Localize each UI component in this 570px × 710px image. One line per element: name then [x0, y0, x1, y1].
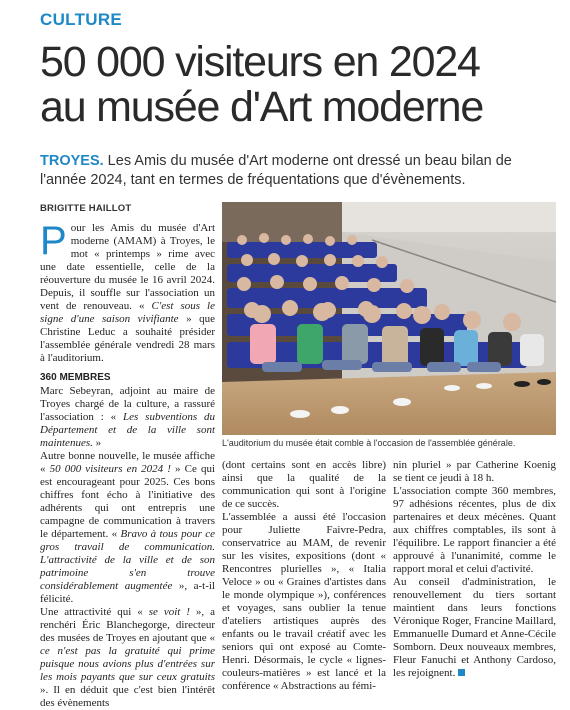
body-paragraph-4	[40, 606, 215, 710]
article-column-2	[222, 459, 386, 692]
auditorium-photo-illustration	[222, 202, 556, 435]
end-of-article-square-icon	[458, 669, 465, 676]
p3-text: Autre bonne nouvelle, le musée affiche «	[40, 450, 215, 475]
body-paragraph-1	[40, 219, 216, 365]
p4-text: Une attractivité qui «	[40, 606, 149, 618]
p3-quote: 50 000 visiteurs en 2024 !	[49, 463, 171, 475]
photo-caption: L'auditorium du musée était comble à l'occasion de l'assemblée générale.	[222, 438, 516, 448]
headline-line-1: 50 000 visiteurs en 2024	[40, 38, 480, 86]
col3-paragraph-3	[393, 576, 556, 680]
p4-end-2: ». Il en déduit que c'est bien l'intérêt des évènements	[40, 684, 215, 709]
lead-city: TROYES.	[40, 153, 104, 169]
col2-paragraph-2: L'assemblée a aussi été l'occasion pour Juliette Faivre-Pedra, conservatrice au MAM, de revenir sur les visites, expositions (dont « Rencontres plurielles », « Italia Veloce » ou « Graines d'artistes dans le monde olympique »), conférences et voyages, sans oublier la tenue d'ateliers artistiques auprès des enfants ou le travail créatif avec les seniors qui ont exposé au Comte-Henri. Désormais, le cycle « lignes-couleurs-matières » est lancé et la conférence « Abstractions au fémi-	[222, 511, 386, 692]
col3-paragraph-3-text: Au conseil d'administration, le renouvellement du tiers sortant maintient dans leurs fonctions Véronique Roger, Francine Maillard, Emmanuelle Dumard et Anne-Cécile Somborn. Deux nouveaux membres, Fleur Fanuchi et Anthony Cardoso, les rejoignent.	[393, 576, 556, 679]
auditorium-photo	[222, 202, 556, 435]
article-column-1	[40, 219, 216, 709]
byline: BRIGITTE HAILLOT	[40, 203, 132, 214]
col3-paragraph-1: nin pluriel » par Catherine Koenig se tient ce jeudi à 18 h.	[393, 459, 556, 484]
p3-end-2: », a-t-il félicité.	[40, 580, 215, 605]
article-column-3	[393, 459, 556, 684]
p4-quote: se voit !	[148, 606, 190, 618]
headline-line-2: au musée d'Art moderne	[40, 83, 484, 131]
col3-paragraph-2: L'association compte 360 membres, 97 adhésions récentes, plus de dix partenaires et deux mécènes. Quant aux chiffres comptables, ils sont à l'équilibre. Le rapport financier a été approuvé à l'unanimité, comme le rapport moral et celui d'activité.	[393, 485, 556, 575]
section-rubric: CULTURE	[40, 10, 123, 29]
p1-quote: C'est sous le signe d'une saison vivifiante	[40, 300, 215, 325]
body-paragraph-2	[40, 385, 215, 450]
p2-quote: Les subventions du Département et de la ville sont maintenues.	[40, 411, 215, 449]
p4-end: », a renchéri Éric Blanchegorge, directeur des musées de Troyes en ajoutant que «	[40, 606, 215, 644]
p1-text: our les Amis du musée d'Art moderne (AMAM) à Troyes, le mot « printemps » rime avec une date essentielle, celle de la réouverture du musée le 16 avril 2024. Depuis, il souffle sur l'association un vent de renouveau. «	[40, 222, 215, 312]
p3-quote-2: Bravo à tous pour ce gros travail de communication. L'attractivité de la ville et de son patrimoine s'en trouve considérablement augmentée	[40, 528, 215, 592]
lead-paragraph	[40, 152, 555, 190]
headline	[40, 40, 560, 130]
p4-quote-2: ce n'est pas la gratuité qui prime puisque nous avions plus d'entrées sur les mois payants que sur ceux gratuits	[40, 645, 215, 683]
lead-text: Les Amis du musée d'Art moderne ont dressé un beau bilan de l'année 2024, tant en termes de fréquentations que d'évènements.	[40, 153, 512, 188]
p3-end: » Ce qui est encourageant pour 2025. Ces bons chiffres font écho à l'initiative des adhérents qui ont entrepris une campagne de communication à travers le département. «	[40, 463, 216, 540]
drop-cap: P	[40, 219, 67, 263]
p2-end: »	[92, 437, 102, 449]
col2-paragraph-1: (dont certains sont en accès libre) ainsi que la qualité de la communication qui sont à l'origine de ce succès.	[222, 459, 386, 510]
p2-text: Marc Sebeyran, adjoint au maire de Troyes chargé de la culture, a rassuré l'association : «	[40, 385, 215, 423]
body-paragraph-3	[40, 450, 215, 606]
p1-end: » que Christine Leduc a souhaité présider l'assemblée générale vendredi 28 mars à l'auditorium.	[40, 313, 216, 364]
subheading-members: 360 MEMBRES	[40, 372, 111, 383]
